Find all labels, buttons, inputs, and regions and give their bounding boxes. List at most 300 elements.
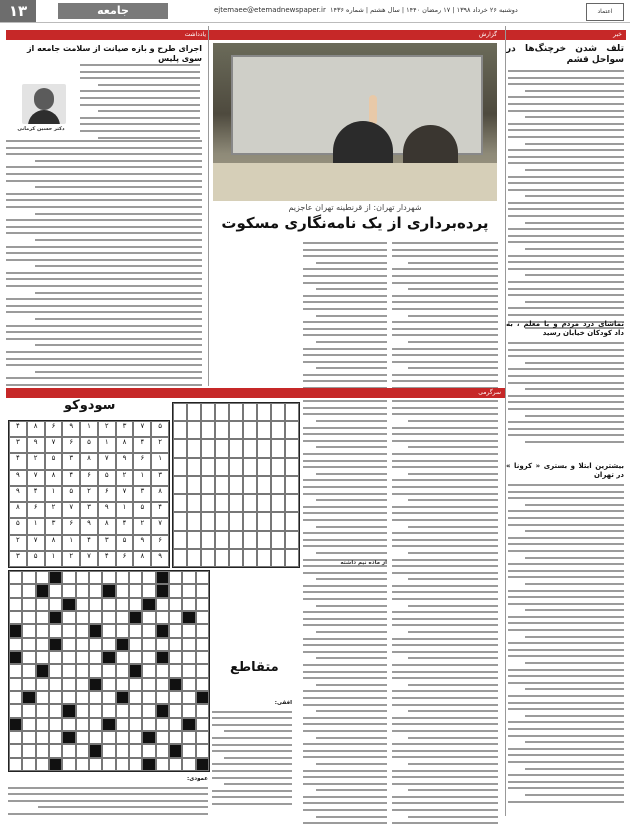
sudoku-cell: ۷ [133,421,151,437]
sudoku-cell: ۶ [151,535,169,551]
crossword-cell [182,758,195,771]
crossword-cell [76,624,89,637]
sudoku-cell: ۱ [62,535,80,551]
crossword-cell [76,678,89,691]
right-body-text-3 [508,484,624,807]
crossword-grid [8,570,210,772]
crossword-cell [9,664,22,677]
crossword-cell [49,571,62,584]
sudoku-cell: ۴ [133,437,151,453]
crossword-cell [129,664,142,677]
crossword-cell [89,598,102,611]
left-body-1 [80,64,200,143]
crossword-cell [36,704,49,717]
crossword-cell [156,731,169,744]
crossword-cell [102,731,115,744]
crossword-cell [196,678,209,691]
crossword-cell [142,638,155,651]
sudoku-cell: ۸ [80,453,98,469]
crossword-cell [49,731,62,744]
sudoku-cell: ۷ [45,437,63,453]
down-label: عمودی: [187,776,208,782]
across-label: افقی: [274,700,292,706]
sudoku-cell [215,476,229,494]
crossword-cell [129,611,142,624]
sudoku-cell: ۱ [80,421,98,437]
sudoku-cell [257,458,271,476]
crossword-cell [9,571,22,584]
crossword-cell [116,758,129,771]
sudoku-cell: ۱ [27,518,45,534]
crossword-cell [49,598,62,611]
sudoku-cell: ۱ [151,453,169,469]
sudoku-cell [229,439,243,457]
crossword-cell [22,691,35,704]
sudoku-cell [229,421,243,439]
sudoku-cell: ۶ [80,470,98,486]
sudoku-cell: ۹ [98,502,116,518]
section-title: جامعه [58,3,168,19]
sudoku-cell [215,403,229,421]
crossword-cell [169,731,182,744]
crossword-cell [9,624,22,637]
crossword-cell [116,624,129,637]
sudoku-cell: ۶ [133,453,151,469]
author-photo [22,84,66,124]
sudoku-cell [257,439,271,457]
crossword-cell [129,744,142,757]
sudoku-cell: ۵ [80,437,98,453]
crossword-cell [36,758,49,771]
crossword-cell [169,758,182,771]
sudoku-cell [173,458,187,476]
sudoku-cell: ۵ [9,518,27,534]
crossword-cell [49,744,62,757]
sudoku-cell: ۵ [98,470,116,486]
crossword-cell [196,638,209,651]
crossword-cell [62,691,75,704]
right-sub2: بیشترین ابتلا و بستری « کرونا » در تهران [506,462,624,479]
sudoku-cell [243,476,257,494]
sudoku-cell [201,421,215,439]
crossword-cell [49,678,62,691]
sudoku-cell: ۲ [62,551,80,567]
crossword-cell [9,651,22,664]
sudoku-cell: ۸ [116,437,134,453]
sudoku-cell: ۴ [98,551,116,567]
crossword-cell [89,638,102,651]
crossword-cell [89,704,102,717]
crossword-cell [196,664,209,677]
crossword-cell [102,704,115,717]
sudoku-cell: ۶ [45,421,63,437]
crossword-cell [102,584,115,597]
sudoku-cell [187,439,201,457]
sudoku-cell [271,512,285,530]
crossword-cell [116,718,129,731]
sudoku-cell [243,512,257,530]
crossword-cell [76,718,89,731]
crossword-cell [156,611,169,624]
crossword-cell [129,718,142,731]
sudoku-cell [201,512,215,530]
sudoku-cell [215,512,229,530]
crossword-cell [156,638,169,651]
crossword-cell [36,584,49,597]
sudoku-cell [201,494,215,512]
crossword-cell [129,731,142,744]
crossword-cell [22,758,35,771]
crossword-cell [89,691,102,704]
crossword-cell [62,611,75,624]
crossword-cell [182,598,195,611]
sudoku-cell: ۱ [133,470,151,486]
sudoku-cell [173,549,187,567]
sudoku-cell: ۴ [80,535,98,551]
sudoku-cell: ۲ [151,437,169,453]
crossword-cell [142,598,155,611]
crossword-cell [156,678,169,691]
sudoku-cell [271,458,285,476]
crossword-cell [196,718,209,731]
left-headline: اجرای طرح و بازه‌ صیانت از سلامت جامعه از سوی پلیس [26,44,202,63]
sudoku-cell [285,476,299,494]
sudoku-cell [243,439,257,457]
article-headline: پرده‌برداری از یک نامه‌نگاری مسکوت [221,214,489,232]
sudoku-cell [215,549,229,567]
crossword-cell [22,638,35,651]
dateline: دوشنبه ۲۶ خرداد ۱۳۹۸ | ۱۷ رمضان ۱۴۴۰ | سال هشتم | شماره ۱۴۳۶ [330,6,518,14]
sudoku-cell: ۲ [45,502,63,518]
crossword-cell [142,678,155,691]
sudoku-cell [271,403,285,421]
crossword-cell [49,651,62,664]
sudoku-cell [173,476,187,494]
puzzle-label: سرگرمی [6,388,505,398]
crossword-cell [49,624,62,637]
crossword-cell [102,664,115,677]
crossword-cell [156,718,169,731]
crossword-cell [169,584,182,597]
section-email: ejtemaee@etemadnewspaper.ir [214,6,326,14]
crossword-cell [62,758,75,771]
crossword-cell [9,638,22,651]
clues-down [8,776,208,820]
crossword-cell [129,678,142,691]
sudoku-cell [215,458,229,476]
sudoku-cell [271,421,285,439]
crossword-cell [182,744,195,757]
sudoku-cell: ۹ [62,421,80,437]
sudoku-cell [215,531,229,549]
article-column-1 [392,242,498,829]
crossword-cell [182,651,195,664]
right-sub1: تماشای درد مردم و با معلم ، به داد کودکان خیابان رسید [506,320,624,337]
sudoku-cell [243,458,257,476]
crossword-cell [76,731,89,744]
crossword-cell [142,664,155,677]
crossword-cell [142,718,155,731]
crossword-cell [156,664,169,677]
sudoku-cell [257,494,271,512]
crossword-cell [49,584,62,597]
crossword-cell [196,584,209,597]
sudoku-cell [257,549,271,567]
crossword-cell [196,571,209,584]
crossword-cell [89,718,102,731]
crossword-cell [129,571,142,584]
crossword-cell [129,638,142,651]
page-header [0,0,630,23]
sudoku-cell [173,531,187,549]
crossword-cell [9,611,22,624]
crossword-cell [49,664,62,677]
crossword-cell [22,584,35,597]
sudoku-cell: ۵ [62,486,80,502]
crossword-cell [102,571,115,584]
crossword-cell [89,664,102,677]
crossword-cell [9,718,22,731]
crossword-cell [169,651,182,664]
crossword-cell [169,638,182,651]
crossword-cell [142,571,155,584]
sudoku-cell [257,476,271,494]
crossword-cell [182,691,195,704]
crossword-cell [116,611,129,624]
sudoku-cell [257,512,271,530]
sudoku-cell [201,531,215,549]
sudoku-cell: ۳ [98,535,116,551]
crossword-cell [76,744,89,757]
crossword-cell [182,584,195,597]
crossword-cell [22,744,35,757]
crossword-cell [36,731,49,744]
crossword-cell [22,678,35,691]
crossword-cell [62,651,75,664]
sudoku-cell: ۴ [151,502,169,518]
sudoku-solution-grid [8,420,170,568]
sudoku-cell [285,494,299,512]
sudoku-grid [172,402,300,568]
crossword-cell [36,718,49,731]
crossword-cell [116,598,129,611]
crossword-cell [116,731,129,744]
sudoku-cell: ۶ [98,486,116,502]
crossword-cell [169,744,182,757]
sudoku-cell: ۵ [45,453,63,469]
crossword-cell [102,611,115,624]
sudoku-cell: ۷ [151,518,169,534]
crossword-cell [169,598,182,611]
crossword-cell [182,704,195,717]
sudoku-cell [243,403,257,421]
crossword-cell [142,744,155,757]
sudoku-cell [215,494,229,512]
crossword-cell [36,651,49,664]
sudoku-cell: ۸ [45,535,63,551]
crossword-cell [36,571,49,584]
sudoku-cell [201,458,215,476]
crossword-cell [182,664,195,677]
sudoku-cell [187,531,201,549]
crossword-cell [142,584,155,597]
sudoku-cell [285,403,299,421]
sudoku-cell: ۴ [9,453,27,469]
sudoku-cell [257,421,271,439]
sudoku-cell: ۶ [62,437,80,453]
crossword-cell [129,598,142,611]
crossword-cell [49,758,62,771]
clues-across [212,700,292,810]
sudoku-cell: ۸ [27,421,45,437]
crossword-cell [196,611,209,624]
author-name: دکتر حسین کرمانی [17,126,65,132]
sudoku-cell: ۳ [151,470,169,486]
crossword-cell [102,678,115,691]
crossword-cell [62,731,75,744]
sudoku-cell: ۲ [80,486,98,502]
sudoku-cell: ۳ [9,437,27,453]
crossword-cell [196,731,209,744]
crossword-cell [196,744,209,757]
sudoku-cell [271,494,285,512]
sudoku-cell: ۲ [98,421,116,437]
crossword-cell [116,664,129,677]
left-body-2 [6,140,202,391]
crossword-cell [116,744,129,757]
crossword-cell [169,678,182,691]
right-body-text-2 [508,342,624,448]
sudoku-cell: ۹ [80,518,98,534]
sudoku-cell: ۷ [80,551,98,567]
sudoku-cell: ۵ [151,421,169,437]
crossword-cell [49,611,62,624]
crossword-cell [76,584,89,597]
crossword-cell [102,718,115,731]
sudoku-cell [271,439,285,457]
crossword-cell [182,624,195,637]
sudoku-cell [187,476,201,494]
sudoku-cell: ۱ [45,486,63,502]
crossword-cell [22,651,35,664]
crossword-cell [142,704,155,717]
crossword-cell [62,718,75,731]
sudoku-cell: ۹ [27,437,45,453]
sudoku-cell [201,403,215,421]
crossword-cell [129,691,142,704]
crossword-cell [22,664,35,677]
sudoku-cell: ۵ [133,502,151,518]
crossword-cell [49,718,62,731]
crossword-cell [182,638,195,651]
crossword-cell [62,664,75,677]
sudoku-cell: ۹ [116,453,134,469]
crossword-cell [36,678,49,691]
crossword-cell [156,571,169,584]
crossword-cell [76,651,89,664]
crossword-cell [36,638,49,651]
crossword-cell [196,758,209,771]
sudoku-cell: ۸ [45,470,63,486]
sudoku-cell [229,549,243,567]
crossword-cell [156,758,169,771]
crossword-cell [142,624,155,637]
crossword-cell [36,624,49,637]
crossword-cell [156,598,169,611]
sudoku-cell: ۴ [9,421,27,437]
crossword-cell [22,571,35,584]
crossword-cell [102,691,115,704]
crossword-cell [62,584,75,597]
crossword-cell [182,571,195,584]
sudoku-cell: ۶ [116,551,134,567]
crossword-cell [142,758,155,771]
crossword-cell [89,758,102,771]
sudoku-cell: ۲ [27,453,45,469]
sudoku-cell: ۴ [27,486,45,502]
crossword-cell [196,598,209,611]
crossword-cell [129,758,142,771]
crossword-cell [22,704,35,717]
sudoku-cell [285,458,299,476]
crossword-cell [76,611,89,624]
crossword-cell [169,691,182,704]
crossword-cell [76,704,89,717]
crossword-cell [9,758,22,771]
sudoku-cell: ۲ [116,470,134,486]
crossword-cell [116,651,129,664]
sudoku-cell [229,476,243,494]
sudoku-cell: ۷ [27,535,45,551]
sudoku-cell [271,549,285,567]
crossword-cell [129,584,142,597]
crossword-cell [9,704,22,717]
crossword-cell [116,584,129,597]
crossword-cell [142,651,155,664]
crossword-cell [62,704,75,717]
crossword-cell [182,718,195,731]
crossword-cell [156,624,169,637]
crossword-cell [62,571,75,584]
sudoku-cell: ۷ [27,470,45,486]
crossword-cell [62,624,75,637]
crossword-cell [196,691,209,704]
crossword-cell [129,704,142,717]
crossword-cell [169,664,182,677]
column-divider-left [208,26,209,386]
crossword-cell [76,571,89,584]
right-label: خبر [498,30,626,40]
newspaper-logo: اعتماد [586,3,624,21]
sudoku-cell [229,494,243,512]
crossword-cell [169,704,182,717]
crossword-cell [89,651,102,664]
sudoku-title: سودوکو [64,398,116,413]
crossword-cell [36,664,49,677]
sudoku-cell: ۴ [62,470,80,486]
sudoku-cell: ۹ [151,551,169,567]
sudoku-cell: ۷ [98,453,116,469]
crossword-cell [182,678,195,691]
crossword-cell [182,731,195,744]
column-divider [505,26,506,816]
sudoku-cell: ۱ [45,551,63,567]
sudoku-cell: ۹ [133,535,151,551]
crossword-cell [36,598,49,611]
sudoku-cell: ۷ [62,502,80,518]
crossword-cell [142,611,155,624]
sudoku-cell: ۱ [98,437,116,453]
